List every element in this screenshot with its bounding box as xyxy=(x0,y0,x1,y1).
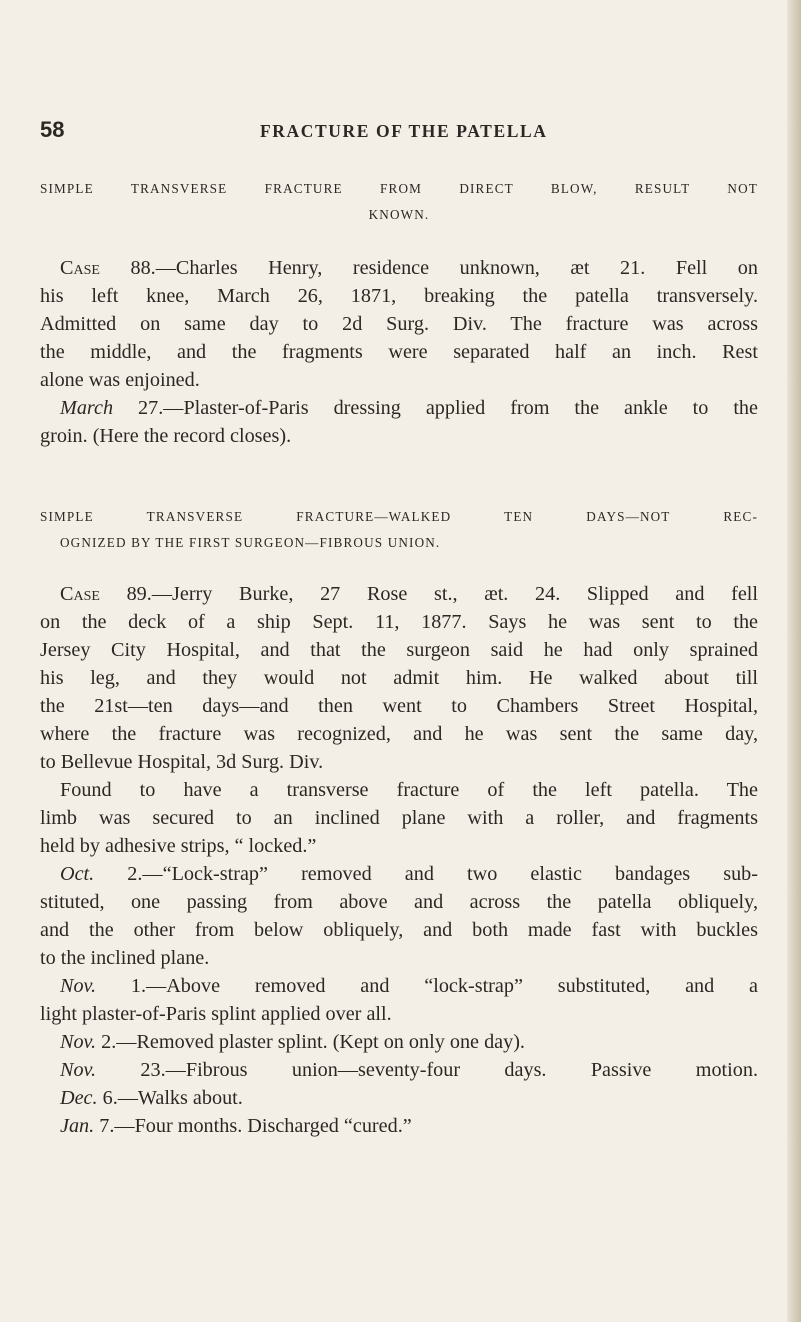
page-edge xyxy=(787,0,801,1322)
paragraph-line: groin. (Here the record closes). xyxy=(40,425,292,447)
paragraph-line: the 21st—ten days—and then went to Chambers Street Hospital, xyxy=(40,695,758,717)
paragraph-line: limb was secured to an inclined plane with a roller, and fragments xyxy=(40,807,758,829)
paragraph-line: Jan. 7.—Four months. Discharged “cured.” xyxy=(60,1115,412,1137)
paragraph-line: Case 88.—Charles Henry, residence unknown, æt 21. Fell on xyxy=(60,257,758,279)
running-title: FRACTURE OF THE PATELLA xyxy=(260,121,548,141)
page-number: 58 xyxy=(40,117,65,142)
paragraph-line: Nov. 2.—Removed plaster splint. (Kept on only one day). xyxy=(60,1031,525,1053)
case-89-text xyxy=(40,580,758,1140)
paragraph-line: Oct. 2.—“Lock-strap” removed and two elastic bandages sub- xyxy=(60,863,758,885)
section-heading-1-line-2: KNOWN. xyxy=(368,207,430,222)
paragraph-line: and the other from below obliquely, and both made fast with buckles xyxy=(40,919,758,941)
section-heading-2 xyxy=(40,504,758,556)
paragraph-line: his leg, and they would not admit him. He walked about till xyxy=(40,667,758,689)
paragraph-line: Dec. 6.—Walks about. xyxy=(60,1087,243,1109)
section-heading-1 xyxy=(40,176,758,228)
section-heading-2-line-1: SIMPLE TRANSVERSE FRACTURE—WALKED TEN DAYS—NOT REC- xyxy=(40,509,758,524)
paragraph-line: to the inclined plane. xyxy=(40,947,210,969)
paragraph-line: Found to have a transverse fracture of the left patella. The xyxy=(60,779,758,801)
paragraph-line: to Bellevue Hospital, 3d Surg. Div. xyxy=(40,751,324,773)
paragraph-line: Admitted on same day to 2d Surg. Div. The fracture was across xyxy=(40,313,758,335)
page-header xyxy=(40,117,740,147)
paragraph-line: Nov. 1.—Above removed and “lock-strap” substituted, and a xyxy=(60,975,758,997)
section-heading-2-line-2: OGNIZED BY THE FIRST SURGEON—FIBROUS UNION. xyxy=(60,535,441,550)
paragraph-line: where the fracture was recognized, and he was sent the same day, xyxy=(40,723,758,745)
paragraph-line: on the deck of a ship Sept. 11, 1877. Says he was sent to the xyxy=(40,611,758,633)
paragraph-line: Case 89.—Jerry Burke, 27 Rose st., æt. 24. Slipped and fell xyxy=(60,583,758,605)
paragraph-line: Nov. 23.—Fibrous union—seventy-four days. Passive motion. xyxy=(60,1059,758,1081)
section-heading-1-line-1: SIMPLE TRANSVERSE FRACTURE FROM DIRECT BLOW, RESULT NOT xyxy=(40,181,758,196)
paragraph-line: March 27.—Plaster-of-Paris dressing applied from the ankle to the xyxy=(60,397,758,419)
paragraph-line: his left knee, March 26, 1871, breaking the patella transversely. xyxy=(40,285,758,307)
paragraph-line: held by adhesive strips, “ locked.” xyxy=(40,835,317,857)
case-88-line-1: 88.—Charles Henry, residence unknown, æt 21. Fell on xyxy=(130,257,758,279)
paragraph-line: the middle, and the fragments were separated half an inch. Rest xyxy=(40,341,758,363)
paragraph-line: alone was enjoined. xyxy=(40,369,200,391)
paragraph-line: light plaster-of-Paris splint applied over all. xyxy=(40,1003,392,1025)
paragraph-line: stituted, one passing from above and across the patella obliquely, xyxy=(40,891,758,913)
case-88-text xyxy=(40,254,758,450)
paragraph-line: Jersey City Hospital, and that the surgeon said he had only sprained xyxy=(40,639,758,661)
